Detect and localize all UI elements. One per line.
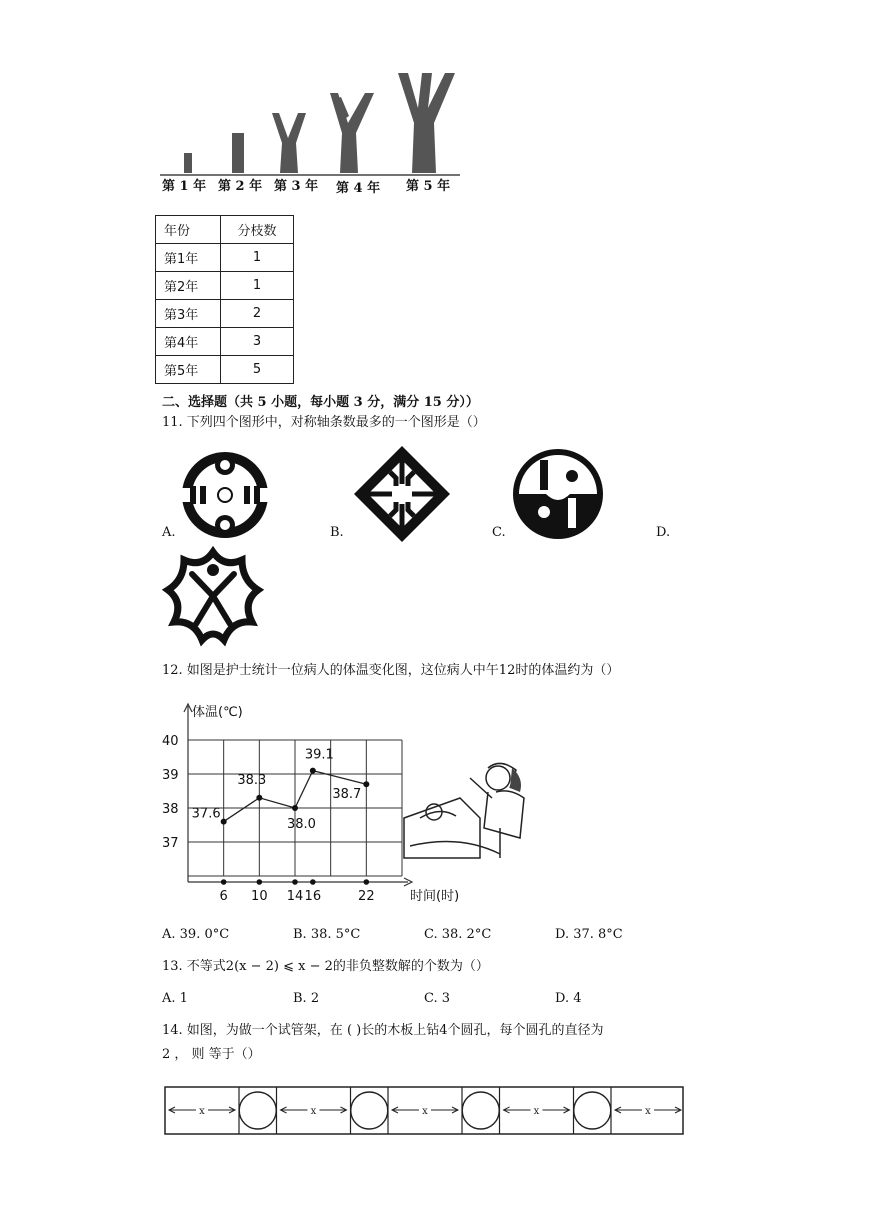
q13-option-c[interactable]: C. 3 — [424, 991, 451, 1006]
data-point — [256, 795, 262, 801]
data-point — [310, 768, 316, 774]
x-tick-dot — [292, 879, 298, 885]
y-tick-label: 40 — [162, 734, 179, 749]
x-tick-label: 22 — [358, 889, 375, 904]
segment-label: x — [422, 1106, 428, 1117]
table-cell: 1 — [221, 272, 294, 300]
symbol-b-icon — [352, 444, 452, 544]
table-row — [156, 244, 294, 272]
q11-option-c[interactable]: C. — [492, 525, 506, 540]
table-header-row — [156, 216, 294, 244]
x-tick-dot — [310, 879, 316, 885]
x-axis-label: 时间(时) — [410, 889, 460, 904]
table-cell: 第3年 — [156, 300, 221, 328]
x-tick-label: 6 — [219, 889, 228, 904]
table-cell: 5 — [221, 356, 294, 384]
x-tick-dot — [221, 879, 227, 885]
y-tick-label: 38 — [162, 802, 179, 817]
q14-stem-line2: 2 ， 则 等于（） — [162, 1047, 261, 1062]
x-tick-label: 16 — [304, 889, 322, 904]
branch-count-table — [155, 215, 294, 384]
table-cell: 第1年 — [156, 244, 221, 272]
data-point — [221, 819, 227, 825]
q12-option-a[interactable]: A. 39. 0°C — [162, 927, 230, 942]
q12-option-c[interactable]: C. 38. 2°C — [424, 927, 492, 942]
q13-option-b[interactable]: B. 2 — [293, 991, 320, 1006]
data-point — [292, 805, 298, 811]
data-point — [363, 781, 369, 787]
table-header-branches: 分枝数 — [221, 216, 294, 244]
segment-label: x — [645, 1106, 651, 1117]
rack-svg — [164, 1086, 684, 1136]
tree-growth-figure — [160, 68, 460, 198]
table-row — [156, 300, 294, 328]
table-cell: 第4年 — [156, 328, 221, 356]
q13-option-a[interactable]: A. 1 — [162, 991, 188, 1006]
section-title: 二、选择题（共 5 小题，每小题 3 分，满分 15 分）） — [162, 395, 479, 410]
tree-label-year5: 第 5 年 — [406, 179, 451, 194]
data-label: 38.3 — [237, 772, 267, 788]
table-row — [156, 272, 294, 300]
y-tick-label: 39 — [162, 768, 179, 783]
tree-label-year3: 第 3 年 — [274, 179, 319, 194]
x-tick-label: 14 — [286, 889, 304, 904]
q12-option-b[interactable]: B. 38. 5°C — [293, 927, 361, 942]
x-tick-label: 10 — [251, 889, 268, 904]
q11-option-d[interactable]: D. — [656, 525, 671, 540]
q14-stem-line1: 14. 如图，为做一个试管架，在 ( )长的木板上钻4个圆孔，每个圆孔的直径为 — [162, 1023, 604, 1038]
segment-label: x — [533, 1106, 540, 1117]
table-header-year: 年份 — [156, 216, 221, 244]
data-label: 38.0 — [287, 817, 316, 832]
data-label: 39.1 — [304, 747, 334, 763]
q13-stem: 13. 不等式2(x − 2) ⩽ x − 2的非负整数解的个数为（） — [162, 959, 489, 974]
segment-label: x — [310, 1106, 317, 1117]
segment-label: x — [199, 1106, 205, 1117]
q11-option-a[interactable]: A. — [162, 525, 176, 540]
symbol-d-icon — [162, 546, 264, 650]
tree-label-year2: 第 2 年 — [218, 179, 263, 194]
table-row — [156, 328, 294, 356]
table-cell: 第2年 — [156, 272, 221, 300]
tree-label-year4: 第 4 年 — [336, 181, 381, 196]
test-tube-rack-diagram — [164, 1086, 684, 1136]
table-cell: 第5年 — [156, 356, 221, 384]
q12-stem: 12. 如图是护士统计一位病人的体温变化图，这位病人中午12时的体温约为（） — [162, 663, 620, 678]
table-cell: 3 — [221, 328, 294, 356]
table-row — [156, 356, 294, 384]
table-cell: 2 — [221, 300, 294, 328]
hole-circle — [351, 1092, 388, 1129]
x-tick-dot — [364, 879, 370, 885]
q13-option-d[interactable]: D. 4 — [555, 991, 582, 1006]
q11-stem: 11. 下列四个图形中，对称轴条数最多的一个图形是（） — [162, 415, 486, 430]
y-axis-label: 体温(℃) — [192, 705, 243, 720]
symbol-a-icon — [180, 450, 270, 540]
hole-circle — [462, 1092, 499, 1129]
hole-circle — [574, 1092, 611, 1129]
tree-label-year1: 第 1 年 — [162, 179, 207, 194]
q12-option-d[interactable]: D. 37. 8°C — [555, 927, 623, 942]
data-label: 37.6 — [191, 806, 221, 822]
table-cell: 1 — [221, 244, 294, 272]
y-tick-label: 37 — [162, 836, 179, 851]
x-tick-dot — [257, 879, 263, 885]
q11-option-b[interactable]: B. — [330, 525, 344, 540]
hole-circle — [239, 1092, 276, 1129]
symbol-c-icon — [510, 446, 606, 542]
patient-illustration-icon — [400, 758, 540, 868]
data-label: 38.7 — [332, 787, 362, 803]
